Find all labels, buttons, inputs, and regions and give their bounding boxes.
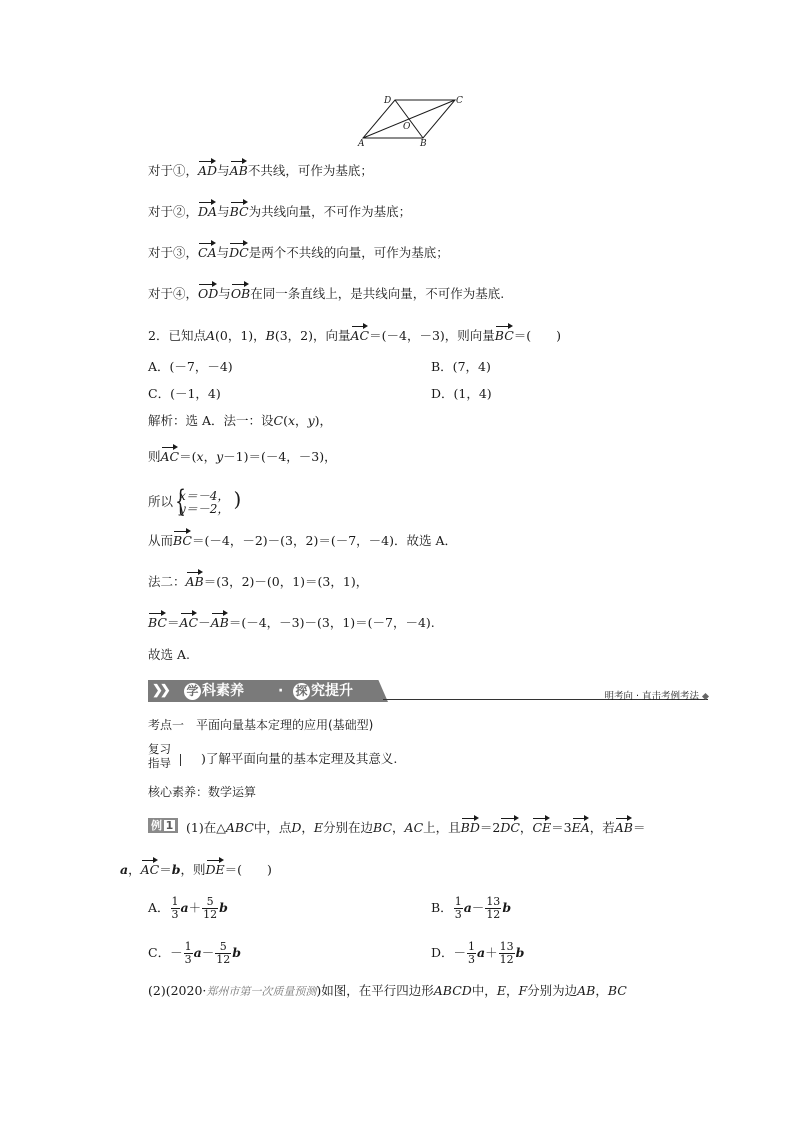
- option-label: C．: [148, 945, 171, 960]
- ex-text: 上，且: [423, 820, 461, 835]
- example-badge: [148, 818, 178, 833]
- vector-bc: BC: [148, 612, 167, 632]
- ex-text: ，: [392, 820, 405, 835]
- point-label-o: O: [403, 122, 411, 132]
- ex-var: b: [171, 862, 181, 877]
- ex-var: AB: [577, 983, 596, 998]
- q2-option-d[interactable]: D．(1，4): [431, 386, 492, 401]
- frac-num: 13: [486, 895, 501, 908]
- case-mid: 与: [216, 245, 230, 260]
- banner-title-part-1: [184, 682, 244, 700]
- solution-line-3: [148, 484, 241, 517]
- ex-var: ABC: [225, 820, 254, 835]
- q2-text: (0，1)，: [214, 328, 266, 343]
- frac-num: 5: [215, 941, 231, 954]
- q2-text: (3，2)，向量: [274, 328, 351, 343]
- vector-b: b: [515, 945, 525, 960]
- frac-den: 3: [468, 953, 476, 966]
- case-post: 不共线，可作为基底；: [247, 163, 373, 178]
- sol-text: ＝(3，2)－(0，1)＝(3，1)，: [203, 574, 369, 589]
- vector-ac: AC: [351, 325, 370, 345]
- sol-text: －: [198, 615, 211, 630]
- q2-text: ＝( ): [513, 328, 562, 343]
- ex-text: 分别在边: [323, 820, 374, 835]
- fraction: [171, 896, 180, 921]
- operator: －: [201, 945, 215, 960]
- vector-ca: CA: [198, 242, 217, 262]
- case-prefix: 对于②，: [148, 204, 199, 219]
- analysis-case-1: [148, 160, 373, 180]
- banner-subtitle: [604, 688, 708, 702]
- point-label-d: D: [384, 96, 392, 106]
- guide-bracket-right: ): [201, 751, 206, 766]
- ex-text: ＝( ): [224, 862, 272, 877]
- case-mid: 与: [218, 286, 231, 301]
- vector-a: a: [193, 945, 202, 960]
- ex-text: ，: [301, 820, 314, 835]
- kaodian-title: 考点一 平面向量基本定理的应用(基础型): [148, 718, 374, 732]
- vector-dc: DC: [229, 242, 249, 262]
- option-label: A．: [148, 900, 170, 915]
- vector-bc: BC: [230, 201, 249, 221]
- example1-line-2: [120, 859, 272, 879]
- sol-text: ＝(－4，－3)－(3，1)＝(－7，－4).: [228, 615, 435, 630]
- ex-var: BC: [607, 983, 627, 998]
- ex-text: ＝: [159, 862, 172, 877]
- ex-text: ＝: [632, 820, 646, 835]
- frac-den: 3: [454, 908, 462, 921]
- frac-num: 1: [184, 940, 192, 953]
- sol-text: 法二：: [148, 574, 186, 589]
- ex-var: AC: [404, 820, 424, 835]
- sol-var: C: [273, 413, 284, 428]
- frac-num: 13: [499, 940, 514, 953]
- frac-den: 12: [486, 908, 501, 921]
- ex-text: ＝2: [479, 820, 501, 835]
- banner-subtitle-text: 明考向 · 直击考例考法: [604, 691, 699, 702]
- fraction: [467, 941, 476, 966]
- ex-var: E: [313, 820, 324, 835]
- sol-text: )，: [314, 413, 333, 428]
- q2-point-a: A: [205, 328, 215, 343]
- ex-text: 中，点: [253, 820, 292, 835]
- vector-b: b: [219, 900, 228, 915]
- case-prefix: 对于③，: [148, 245, 199, 260]
- solution-line-5: [148, 571, 368, 591]
- guide-text: 了解平面向量的基本定理及其意义.: [205, 751, 398, 766]
- sol-text: 所以: [148, 494, 174, 509]
- parallelogram-figure: [355, 92, 470, 148]
- case-mid: 与: [217, 163, 230, 178]
- point-label-b: B: [420, 139, 427, 148]
- sol-text: (: [283, 413, 288, 428]
- circle-char-icon: 学: [184, 683, 201, 700]
- banner-text: 科素养: [202, 683, 244, 699]
- sol-text: ＝: [166, 615, 180, 630]
- analysis-case-3: [148, 242, 449, 262]
- guide-label-top: 复习: [148, 742, 171, 756]
- frac-den: 3: [184, 953, 192, 966]
- vector-a: a: [180, 900, 189, 915]
- case-prefix: 对于①，: [148, 163, 199, 178]
- vector-bc: BC: [173, 530, 192, 550]
- review-guide-text: [180, 750, 397, 768]
- ex-text: ，: [519, 820, 533, 835]
- circle-char-icon: 探: [293, 683, 310, 700]
- q2-text: 2．已知点: [148, 328, 206, 343]
- sol-text: 从而: [148, 533, 174, 548]
- analysis-case-4: [148, 283, 504, 303]
- ex1-option-c[interactable]: [148, 938, 241, 968]
- chevron-right-icon: ❯❯: [152, 683, 168, 698]
- vector-dc: DC: [500, 817, 520, 837]
- operator: －: [170, 945, 183, 960]
- vector-ce: CE: [532, 817, 551, 837]
- review-guide-label: [148, 742, 171, 770]
- ex1-option-b[interactable]: [431, 893, 511, 923]
- sol-text: －1)＝(－4，－3)，: [223, 449, 337, 464]
- solution-line-4: [148, 530, 457, 550]
- frac-num: 1: [454, 895, 462, 908]
- guide-bracket-left: [180, 754, 189, 766]
- guide-label-bottom: 指导: [148, 756, 171, 770]
- sol-text: ，: [203, 449, 217, 464]
- fraction: [184, 941, 193, 966]
- sol-var: x: [287, 413, 296, 428]
- frac-den: 12: [203, 908, 218, 921]
- point-label-a: A: [358, 139, 365, 148]
- ex-var: a: [120, 862, 129, 877]
- example1-line-1: [186, 817, 646, 837]
- ex-text: ，若: [589, 820, 615, 835]
- sol-var: y: [307, 413, 315, 428]
- vector-ab: AB: [615, 817, 633, 837]
- case-prefix: 对于④，: [148, 286, 199, 301]
- ex1-option-a[interactable]: [148, 893, 228, 923]
- banner-text: 究提升: [311, 683, 353, 699]
- closing-paren: ): [233, 487, 242, 511]
- operator: ＋: [485, 945, 498, 960]
- ex-text: 分别为边: [527, 983, 578, 998]
- option-label: D．: [431, 945, 454, 960]
- source-citation: 郑州市第一次质量预测: [206, 985, 317, 998]
- ex-var: E: [496, 983, 506, 998]
- frac-num: 5: [202, 896, 218, 909]
- equation-system: [173, 490, 229, 516]
- sol-var: y: [216, 449, 224, 464]
- ex-text: ，: [505, 983, 519, 998]
- fraction: [454, 896, 463, 921]
- sol-var: x: [196, 449, 204, 464]
- frac-den: 12: [216, 953, 231, 966]
- section-banner: [148, 680, 708, 702]
- case-post: 为共线向量，不可作为基底；: [248, 204, 412, 219]
- question-2-stem: [148, 325, 561, 345]
- frac-den: 3: [171, 908, 179, 921]
- ex1-option-d[interactable]: [431, 938, 524, 968]
- core-literacy: 核心素养：数学运算: [148, 785, 257, 799]
- ex-text: ，则: [180, 862, 206, 877]
- operator: －: [453, 945, 467, 960]
- analysis-case-2: [148, 201, 411, 221]
- operator: －: [471, 900, 485, 915]
- q2-point-b: B: [265, 328, 275, 343]
- sol-text: 解析：选 A．法一：设: [148, 413, 274, 428]
- fraction: [485, 896, 501, 921]
- ex-text: ，: [595, 983, 608, 998]
- fraction: [499, 941, 515, 966]
- vector-ab: AB: [186, 571, 204, 591]
- ex-var: BC: [373, 820, 393, 835]
- frac-num: 1: [468, 940, 476, 953]
- banner-dot: ·: [278, 683, 284, 699]
- ex-var: F: [518, 983, 528, 998]
- fraction: [202, 896, 218, 921]
- ex-text: ＝3: [551, 820, 572, 835]
- sol-text: ，: [295, 413, 308, 428]
- example-badge-text: 例: [151, 819, 162, 832]
- ex-text: ，: [128, 862, 141, 877]
- vector-od: OD: [198, 283, 218, 303]
- q2-option-a[interactable]: A．(－7，－4): [148, 359, 233, 374]
- q2-option-b[interactable]: B．(7，4): [431, 359, 491, 374]
- equation-row-1: { x＝－4，: [179, 488, 230, 503]
- vector-ac: AC: [161, 446, 180, 466]
- vector-ea: EA: [572, 817, 590, 837]
- sol-text: ＝(: [179, 449, 197, 464]
- vector-a: a: [477, 945, 486, 960]
- ex-text: (2)(2020·: [148, 983, 207, 998]
- example1-part-2: [148, 982, 627, 1001]
- fraction: [215, 941, 231, 966]
- ex-var: ABCD: [433, 983, 472, 998]
- diamond-icon: [702, 693, 709, 700]
- sol-text: ＝(－4，－2)－(3，2)＝(－7，－4)．故选 A．: [192, 533, 457, 548]
- vector-ab: AB: [230, 160, 248, 180]
- equation-row-2: y＝－2，: [179, 501, 230, 516]
- q2-option-c[interactable]: C．(－1，4): [148, 386, 221, 401]
- ex-text: 中，: [471, 983, 497, 998]
- case-post: 是两个不共线的向量，可作为基底；: [248, 245, 449, 260]
- vector-a: a: [463, 900, 472, 915]
- operator: ＋: [188, 900, 202, 915]
- vector-bd: BD: [461, 817, 480, 837]
- solution-line-2: [148, 446, 337, 466]
- solution-line-1: [148, 412, 332, 430]
- ex-var: D: [291, 820, 302, 835]
- vector-ac: AC: [141, 859, 160, 879]
- option-label: B．: [431, 900, 453, 915]
- vector-b: b: [502, 900, 512, 915]
- sol-text: 则: [148, 449, 161, 464]
- vector-ad: AD: [198, 160, 217, 180]
- banner-title-part-2: [293, 682, 353, 700]
- vector-da: DA: [198, 201, 217, 221]
- example-badge-number: 1: [165, 819, 174, 832]
- q2-text: ＝(－4，－3)，则向量: [369, 328, 495, 343]
- case-post: 在同一条直线上，是共线向量，不可作为基底.: [250, 286, 505, 301]
- vector-bc: BC: [495, 325, 514, 345]
- case-mid: 与: [217, 204, 230, 219]
- vector-de: DE: [206, 859, 225, 879]
- vector-ac: AC: [180, 612, 199, 632]
- frac-num: 1: [171, 895, 179, 908]
- point-label-c: C: [456, 96, 463, 106]
- frac-den: 12: [499, 953, 514, 966]
- vector-ob: OB: [231, 283, 250, 303]
- vector-ab: AB: [211, 612, 229, 632]
- ex-text: )如图，在平行四边形: [316, 983, 434, 998]
- vector-b: b: [232, 945, 241, 960]
- solution-line-7: 故选 A.: [148, 647, 190, 662]
- ex-text: (1)在△: [186, 820, 226, 835]
- solution-line-6: [148, 612, 435, 632]
